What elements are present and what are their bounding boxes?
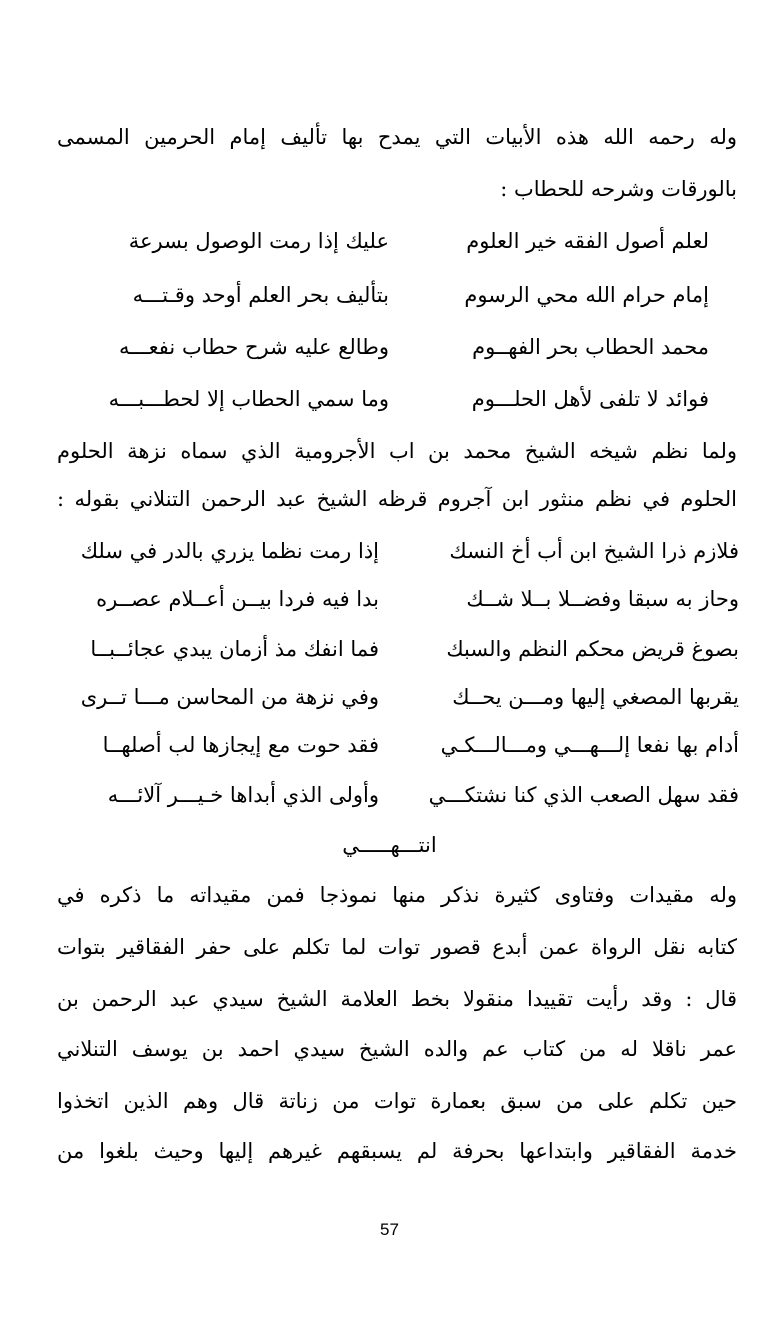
poem2-verse-1-second: فلازم ذرا الشيخ ابن أب أخ النسك (449, 539, 739, 563)
poem1-verse-2-second: إمام حرام الله محي الرسوم (464, 283, 709, 307)
closing-line-4: عمر ناقلا له من كتاب عم والده الشيخ سيدي احمد بن يوسف التنلاني (57, 1037, 737, 1061)
poem1-verse-3-second: محمد الحطاب بحر الفهــوم (472, 335, 709, 359)
closing-line-2: كتابه نقل الرواة عمن أبدع قصور توات لما تكلم على حفر الفقاقير بتوات (57, 935, 737, 959)
poem2-verse-3-first: فما انفك مذ أزمان يبدي عجائــبــا (90, 637, 379, 661)
poem2-verse-4-first: وفي نزهة من المحاسن مـــا تــرى (80, 685, 379, 709)
poem1-verse-2-first: بتأليف بحر العلم أوحد وقـتـــه (132, 283, 389, 307)
poem2-verse-2-first: بدا فيه فردا بيــن أعــلام عصــره (96, 587, 379, 611)
poem1-verse-4-second: فوائد لا تلفى لأهل الحلـــوم (471, 387, 709, 411)
page-number: 57 (380, 1220, 399, 1239)
poem2-verse-5-first: فقد حوت مع إيجازها لب أصلهــا (102, 733, 379, 757)
closing-line-6: خدمة الفقاقير وابتداعها بحرفة لم يسبقهم غيرهم إليها وحيث بلغوا من (57, 1139, 737, 1163)
poem2-verse-3-second: بصوغ قريض محكم النظم والسبك (446, 637, 739, 661)
intro-line-1: وله رحمه الله هذه الأبيات التي يمدح بها تأليف إمام الحرمين المسمى (57, 125, 737, 149)
poem1-verse-4-first: وما سمي الحطاب إلا لحطـــبـــه (108, 387, 389, 411)
middle-line-1: ولما نظم شيخه الشيخ محمد بن اب الأجرومية الذي سماه نزهة الحلوم (57, 439, 737, 463)
poem2-verse-1-first: إذا رمت نظما يزري بالدر في سلك (80, 539, 379, 563)
poem2-verse-6-second: فقد سهل الصعب الذي كنا نشتكـــي (428, 783, 739, 807)
poem2-verse-4-second: يقربها المصغي إليها ومـــن يحــك (452, 685, 739, 709)
poem2-verse-6-first: وأولى الذي أبداها خـيـــر آلائـــه (107, 783, 379, 807)
closing-line-1: وله مقيدات وفتاوى كثيرة نذكر منها نموذجا فمن مقيداته ما ذكره في (57, 883, 737, 907)
poem2-verse-5-second: أدام بها نفعا إلـــهـــي ومـــالـــكـي (440, 733, 739, 757)
poem1-verse-1-first: عليك إذا رمت الوصول بسرعة (128, 229, 389, 253)
closing-line-5: حين تكلم على من سبق بعمارة توات من زناتة قال وهم الذين اتخذوا (57, 1089, 737, 1113)
middle-line-2: الحلوم في نظم منثور ابن آجروم قرظه الشيخ عبد الرحمن التنلاني بقوله : (57, 487, 737, 511)
poem2-verse-2-second: وحاز به سبقا وفضــلا بــلا شــك (466, 587, 739, 611)
poem1-verse-3-first: وطالع عليه شرح حطاب نفعـــه (118, 335, 389, 359)
end-marker: انتـــهـــــي (342, 833, 437, 857)
poem1-verse-1-second: لعلم أصول الفقه خير العلوم (466, 229, 709, 253)
intro-line-2: بالورقات وشرحه للحطاب : (500, 177, 737, 201)
closing-line-3: قال : وقد رأيت تقييدا منقولا بخط العلامة الشيخ سيدي عبد الرحمن بن (57, 987, 737, 1011)
